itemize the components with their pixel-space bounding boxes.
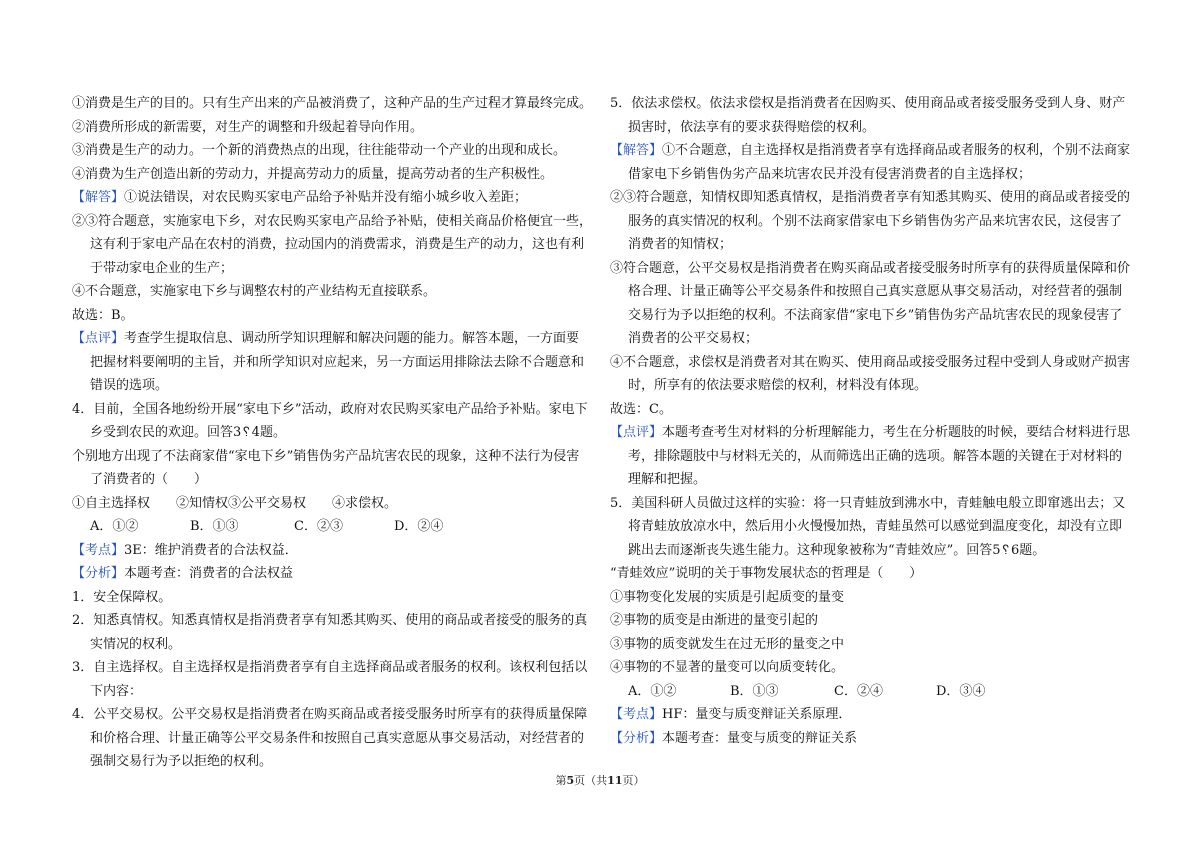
answer-detail-2b: ②③符合题意，知情权即知悉真情权，是指消费者享有知悉其购买、使用的商品或者接受的服务的真实情况的权利。个别不法商家借家电下乡销售伪劣产品来坑害农民，这侵害了消费者的知情权； (610, 190, 1131, 252)
option-c-2: C．②④ (834, 683, 883, 699)
statement-1: ①事物变化发展的实质是引起质变的量变 (610, 589, 845, 605)
analysis-tag: 【分析】 (72, 566, 125, 581)
consumption-point-1: ①消费是生产的目的。只有生产出来的产品被消费了，这种产品的生产过程才算最终完成。 (72, 96, 593, 111)
right-item-2: 2．知悉真情权。知悉真情权是指消费者享有知悉其购买、使用的商品或者接受的服务的真实情况的权利。 (72, 613, 588, 652)
footer-middle: 页（共 (574, 774, 608, 787)
review-text-2: 本题考查考生对材料的分析理解能力，考生在分析题肢的时候，要结合材料进行思考，排除题肢中与材料无关的，从而筛选出正确的选项。解答本题的关键在于对材料的理解和把握。 (628, 425, 1131, 487)
right-item-4: 4．公平交易权。公平交易权是指消费者在购买商品或者接受服务时所享有的获得质量保障和价格合理、计量正确等公平交易条件和按照自己真实意愿从事交易活动，对经营者的强制交易行为予以拒绝的权利。 (72, 707, 588, 769)
answer-paragraph (72, 186, 592, 210)
review-paragraph-2 (610, 421, 1132, 492)
question-4: 4．目前，全国各地纷纷开展“家电下乡”活动，政府对农民购买家电产品给予补贴。家电下乡受到农民的欢迎。回答3␦4题。 (72, 401, 588, 440)
answer-detail-3: ④不合题意，实施家电下乡与调整农村的产业结构无直接联系。 (72, 284, 437, 299)
rights-list: ①自主选择权 ②知情权③公平交易权 ④求偿权。 (72, 495, 398, 511)
option-a: A．①② (90, 519, 139, 534)
analysis-paragraph-2 (610, 727, 1132, 751)
answer-choice: 故选：B。 (72, 307, 134, 323)
right-item-3: 3．自主选择权。自主选择权是指消费者享有自主选择商品或者服务的权利。该权利包括以下内容： (72, 660, 588, 699)
right-item-5: 5．依法求偿权。依法求偿权是指消费者在因购买、使用商品或者接受服务受到人身、财产损害时，依法享有的要求获得赔偿的权利。 (610, 96, 1126, 135)
knowledge-point-2 (610, 703, 1132, 727)
answer-options-2 (610, 680, 1132, 704)
statement-3: ③事物的质变就发生在过无形的量变之中 (610, 636, 845, 652)
page-total: 11 (607, 774, 623, 787)
point-text: 3E：维护消费者的合法权益． (124, 542, 298, 558)
answer-options (72, 515, 592, 539)
point-tag-2: 【考点】 (610, 707, 663, 722)
page-footer (0, 772, 1200, 788)
answer-tag-2: 【解答】 (610, 143, 663, 158)
consumption-point-4: ④消费为生产创造出新的劳动力，并提高劳动力的质量，提高劳动者的生产积极性。 (72, 166, 554, 182)
answer-detail-2: ②③符合题意，实施家电下乡，对农民购买家电产品给予补贴，使相关商品价格便宜一些，这有利于家电产品在农村的消费，拉动国内的消费需求，消费是生产的动力，这也有利于带动家电企业的生产； (72, 213, 593, 276)
right-column (610, 92, 1132, 750)
analysis-text-2: 本题考查：量变与质变的辩证关系 (662, 730, 858, 746)
option-b-2: B．①③ (730, 683, 779, 699)
statement-4: ④事物的不显著的量变可以向质变转化。 (610, 660, 845, 675)
option-d: D．②④ (394, 519, 444, 534)
page-number: 5 (566, 774, 575, 787)
question-5-stem: “青蛙效应”说明的关于事物发展状态的哲理是（ ） (610, 566, 923, 581)
consumption-point-2: ②消费所形成的新需要，对生产的调整和升级起着导向作用。 (72, 119, 424, 135)
answer-detail-3b: ③符合题意，公平交易权是指消费者在购买商品或者接受服务时所享有的获得质量保障和价格合理、计量正确等公平交易条件和按照自己真实意愿从事交易活动，对经营者的强制交易行为予以拒绝的权利。不法商家借“家电下乡”销售伪劣产品坑害农民的现象侵害了消费者的公平交易权； (610, 260, 1131, 346)
option-a-2: A．①② (628, 683, 677, 699)
answer-tag: 【解答】 (72, 190, 125, 205)
analysis-paragraph (72, 562, 592, 586)
statement-2: ②事物的质变是由渐进的量变引起的 (610, 613, 819, 628)
option-b: B．①③ (190, 519, 239, 534)
review-tag: 【点评】 (72, 331, 125, 346)
review-paragraph (72, 327, 592, 398)
right-item-1: 1．安全保障权。 (72, 589, 172, 605)
footer-prefix: 第 (555, 774, 567, 787)
analysis-tag-2: 【分析】 (610, 730, 663, 746)
point-text-2: HF：量变与质变辩证关系原理． (662, 707, 852, 722)
question-4-stem: 个别地方出现了不法商家借“家电下乡”销售伪劣产品坑害农民的现象，这种不法行为侵害了消费者的（ ） (72, 448, 580, 487)
left-column (72, 92, 592, 774)
option-c: C．②③ (294, 519, 343, 534)
analysis-text: 本题考查：消费者的合法权益 (124, 566, 294, 581)
review-text: 考查学生提取信息、调动所学知识理解和解决问题的能力。解答本题，一方面要把握材料要阐明的主旨，并和所学知识对应起来，另一方面运用排除法去除不合题意和错误的选项。 (90, 331, 585, 393)
option-d-2: D．③④ (936, 683, 986, 699)
answer-text-2: ①不合题意，自主选择权是指消费者享有选择商品或者服务的权利，个别不法商家借家电下乡销售伪劣产品来坑害农民并没有侵害消费者的自主选择权； (628, 143, 1131, 182)
answer-detail-4b: ④不合题意，求偿权是消费者对其在购买、使用商品或接受服务过程中受到人身或财产损害时，所享有的依法要求赔偿的权利，材料没有体现。 (610, 354, 1131, 393)
review-tag-2: 【点评】 (610, 425, 663, 440)
answer-paragraph-2 (610, 139, 1132, 186)
answer-text: ①说法错误，对农民购买家电产品给予补贴并没有缩小城乡收入差距； (124, 190, 528, 205)
question-5: 5．美国科研人员做过这样的实验：将一只青蛙放到沸水中，青蛙触电般立即窜逃出去；又将青蛙放放凉水中，然后用小火慢慢加热，青蛙虽然可以感觉到温度变化，却没有立即跳出去而逐渐丧失逃生能力。这种现象被称为“青蛙效应”。回答5␦6题。 (610, 495, 1126, 558)
knowledge-point (72, 539, 592, 563)
consumption-point-3: ③消费是生产的动力。一个新的消费热点的出现，往往能带动一个产业的出现和成长。 (72, 143, 567, 158)
answer-choice-2: 故选：C。 (610, 401, 672, 417)
point-tag: 【考点】 (72, 542, 125, 558)
footer-suffix: 页） (622, 774, 645, 787)
